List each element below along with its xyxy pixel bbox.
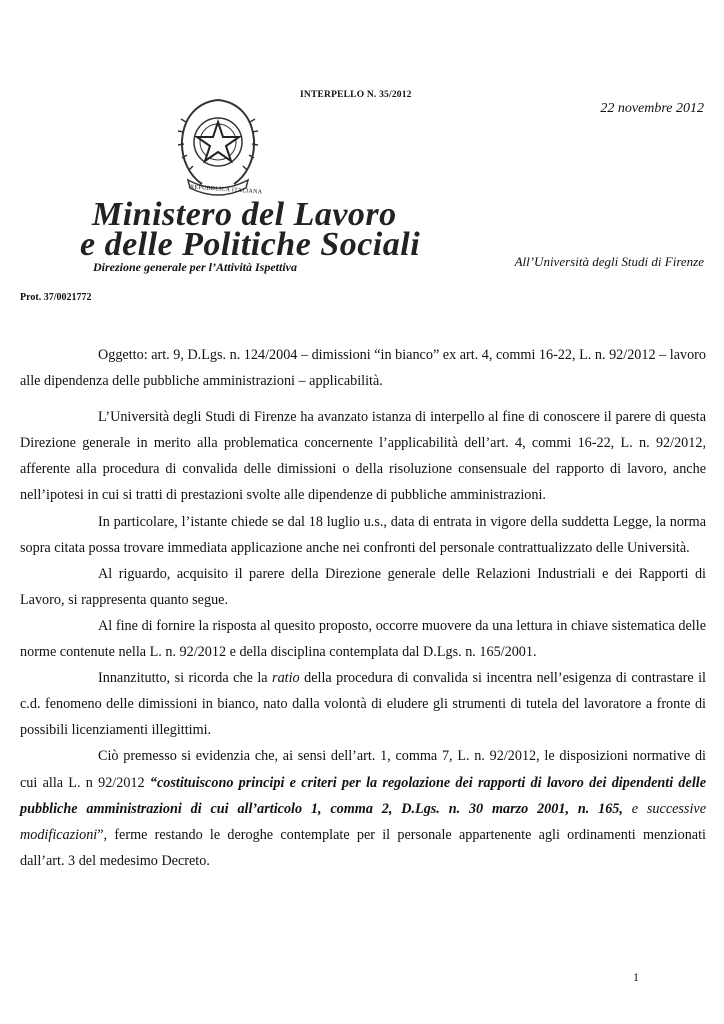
- law-quote-tail: e successive modificazioni: [20, 800, 706, 843]
- letter-body: [20, 342, 706, 874]
- page-number: 1: [633, 970, 639, 984]
- paragraph-5-start: Innanzitutto, si ricorda che la: [98, 670, 273, 687]
- recipient: All’Università degli Studi di Firenze: [514, 254, 704, 269]
- ratio-term: ratio: [272, 670, 300, 687]
- republic-emblem-icon: [168, 92, 268, 198]
- paragraph-4: Al fine di fornire la risposta al quesito proposto, occorre muovere da una lettura in chiave sistematica delle norme contenute nella L. n. 92/2012 e della disciplina contemplata dal D.Lgs. n. 165/2001.: [20, 617, 706, 661]
- paragraph-5-end: della procedura di convalida si incentra nell’esigenza di contrastare il c.d. fenomeno delle dimissioni in bianco, nato dalla volontà di eludere gli strumenti di tutela del lavoratore a fronte di possibili licenziamenti illegittimi.: [20, 670, 706, 739]
- ministry-name-line-1: Ministero del Lavoro: [92, 196, 397, 233]
- paragraph-1: L’Università degli Studi di Firenze ha avanzato istanza di interpello al fine di conoscere il parere di questa Direzione generale in merito alla problematica concernente l’applicabilità dell’art. 4, commi 16-22, L. n. 92/2012, afferente alla procedura di convalida delle dimissioni o della risoluzione consensuale del rapporto di lavoro, anche nell’ipotesi in cui si tratti di prestazioni svolte alle dipendenze di pubbliche amministrazioni.: [20, 409, 706, 504]
- paragraph-5: [20, 665, 706, 743]
- paragraph-6-start: Ciò premesso si evidenzia che, ai sensi dell’art. 1, comma 7, L. n. 92/2012, le disposizioni normative di cui alla L. n 92/2012: [20, 748, 706, 791]
- law-quote: “costituiscono principi e criteri per la regolazione dei rapporti di lavoro dei dipendenti delle pubbliche amministrazioni di cui all’articolo 1, comma 2, D.Lgs. n. 30 marzo 2001, n. 165,: [20, 774, 706, 817]
- paragraph-6: [20, 743, 706, 873]
- paragraph-3: Al riguardo, acquisito il parere della Direzione generale delle Relazioni Industriali e dei Rapporti di Lavoro, si rappresenta quanto segue.: [20, 565, 706, 608]
- interpello-number: INTERPELLO N. 35/2012: [300, 90, 412, 100]
- protocol-number: Prot. 37/0021772: [20, 292, 92, 303]
- directorate-name: Direzione generale per l’Attività Ispettiva: [93, 260, 297, 274]
- paragraph-6-end: ”, ferme restando le deroghe contemplate per il personale appartenente agli ordinamenti menzionati dall’art. 3 del medesimo Decreto.: [20, 826, 706, 869]
- paragraph-2: In particolare, l’istante chiede se dal 18 luglio u.s., data di entrata in vigore della suddetta Legge, la norma sopra citata possa trovare immediata applicazione anche nei confronti del personale contrattualizzato delle Università.: [20, 513, 706, 556]
- ministry-name-line-2: e delle Politiche Sociali: [80, 226, 421, 263]
- document-date: 22 novembre 2012: [600, 101, 704, 116]
- emblem-ribbon-text: REPUBBLICA ITALIANA: [189, 184, 263, 196]
- subject-paragraph: Oggetto: art. 9, D.Lgs. n. 124/2004 – dimissioni “in bianco” ex art. 4, commi 16-22, L. n. 92/2012 – lavoro alle dipendenza delle pubbliche amministrazioni – applicabilità.: [20, 347, 707, 390]
